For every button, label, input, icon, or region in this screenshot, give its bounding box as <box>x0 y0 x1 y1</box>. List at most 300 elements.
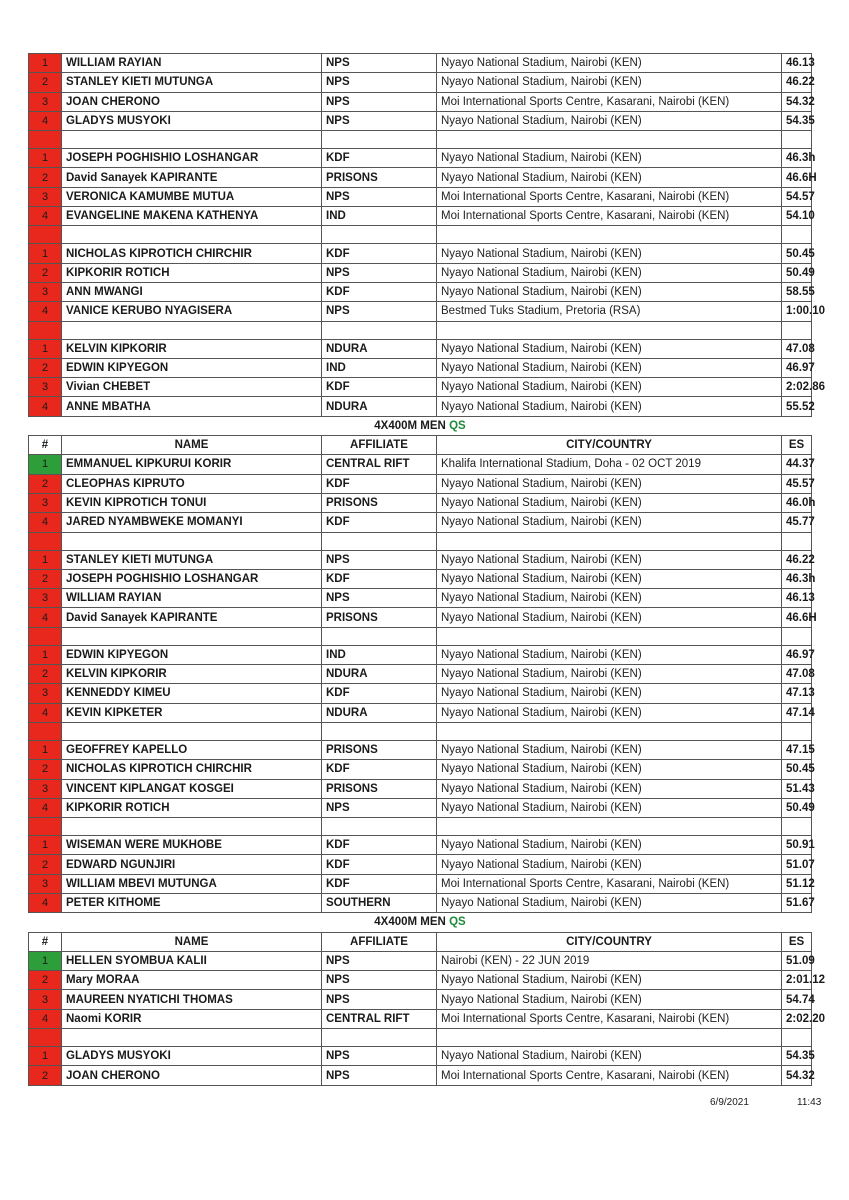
rank-cell: 4 <box>29 703 62 722</box>
affiliate: KDF <box>322 684 437 703</box>
athlete-name: KELVIN KIPKORIR <box>62 665 322 684</box>
rank-cell: 1 <box>29 740 62 759</box>
empty-cell <box>322 226 437 244</box>
city-country: Nyayo National Stadium, Nairobi (KEN) <box>437 73 782 92</box>
table-row <box>29 990 812 1009</box>
spacer-row <box>29 818 812 836</box>
empty-cell <box>29 1029 62 1047</box>
header-rank: # <box>29 932 62 951</box>
entry-standard: 51.67 <box>782 893 812 912</box>
affiliate: CENTRAL RIFT <box>322 455 437 474</box>
entry-standard: 54.32 <box>782 1066 812 1085</box>
table-row <box>29 550 812 569</box>
athlete-name: KEVIN KIPKETER <box>62 703 322 722</box>
affiliate: KDF <box>322 378 437 397</box>
empty-cell <box>62 1029 322 1047</box>
affiliate: PRISONS <box>322 779 437 798</box>
rank-cell: 4 <box>29 798 62 817</box>
city-country: Nyayo National Stadium, Nairobi (KEN) <box>437 589 782 608</box>
table-row <box>29 951 812 970</box>
city-country: Nyayo National Stadium, Nairobi (KEN) <box>437 358 782 377</box>
rank-cell: 1 <box>29 645 62 664</box>
city-country: Nyayo National Stadium, Nairobi (KEN) <box>437 54 782 73</box>
athlete-name: EDWARD NGUNJIRI <box>62 855 322 874</box>
table-row <box>29 513 812 532</box>
affiliate: NPS <box>322 951 437 970</box>
city-country: Bestmed Tuks Stadium, Pretoria (RSA) <box>437 302 782 321</box>
table-row <box>29 302 812 321</box>
empty-cell <box>437 1029 782 1047</box>
athlete-name: PETER KITHOME <box>62 893 322 912</box>
empty-cell <box>782 818 812 836</box>
table-row <box>29 263 812 282</box>
city-country: Nyayo National Stadium, Nairobi (KEN) <box>437 703 782 722</box>
entry-standard: 55.52 <box>782 397 812 416</box>
header-name: NAME <box>62 932 322 951</box>
athlete-name: KEVIN KIPROTICH TONUI <box>62 493 322 512</box>
entry-standard: 54.74 <box>782 990 812 1009</box>
empty-cell <box>29 722 62 740</box>
rank-cell: 3 <box>29 493 62 512</box>
table-row <box>29 1009 812 1028</box>
rank-cell: 1 <box>29 244 62 263</box>
spacer-row <box>29 226 812 244</box>
rank-cell: 1 <box>29 455 62 474</box>
athlete-name: KENNEDDY KIMEU <box>62 684 322 703</box>
affiliate: IND <box>322 358 437 377</box>
empty-cell <box>322 321 437 339</box>
empty-cell <box>782 321 812 339</box>
affiliate: NPS <box>322 54 437 73</box>
table-row <box>29 855 812 874</box>
rank-cell: 3 <box>29 874 62 893</box>
athlete-name: Mary MORAA <box>62 971 322 990</box>
entry-standard: 50.91 <box>782 836 812 855</box>
athlete-name: EDWIN KIPYEGON <box>62 645 322 664</box>
table-row <box>29 54 812 73</box>
affiliate: KDF <box>322 282 437 301</box>
empty-cell <box>62 321 322 339</box>
entry-standard: 54.35 <box>782 1047 812 1066</box>
table-row <box>29 740 812 759</box>
athlete-name: WISEMAN WERE MUKHOBE <box>62 836 322 855</box>
athlete-name: VANICE KERUBO NYAGISERA <box>62 302 322 321</box>
table-row <box>29 760 812 779</box>
header-name: NAME <box>62 436 322 455</box>
athlete-name: JARED NYAMBWEKE MOMANYI <box>62 513 322 532</box>
rank-cell: 3 <box>29 779 62 798</box>
rank-cell: 2 <box>29 855 62 874</box>
athlete-name: STANLEY KIETI MUTUNGA <box>62 550 322 569</box>
city-country: Moi International Sports Centre, Kasarani, Nairobi (KEN) <box>437 1009 782 1028</box>
empty-cell <box>437 627 782 645</box>
table-row <box>29 569 812 588</box>
entry-standard: 46.22 <box>782 550 812 569</box>
affiliate: PRISONS <box>322 168 437 187</box>
city-country: Nyayo National Stadium, Nairobi (KEN) <box>437 760 782 779</box>
rank-cell: 2 <box>29 569 62 588</box>
city-country: Nyayo National Stadium, Nairobi (KEN) <box>437 608 782 627</box>
spacer-row <box>29 627 812 645</box>
entry-standard: 51.43 <box>782 779 812 798</box>
spacer-row <box>29 131 812 149</box>
empty-cell <box>62 722 322 740</box>
rank-cell: 2 <box>29 358 62 377</box>
empty-cell <box>322 532 437 550</box>
rank-cell: 1 <box>29 1047 62 1066</box>
entry-standard: 46.97 <box>782 358 812 377</box>
athlete-name: KIPKORIR ROTICH <box>62 263 322 282</box>
table-row <box>29 1047 812 1066</box>
entry-standard: 54.35 <box>782 111 812 130</box>
city-country: Nyayo National Stadium, Nairobi (KEN) <box>437 569 782 588</box>
empty-cell <box>782 627 812 645</box>
affiliate: NPS <box>322 1066 437 1085</box>
entry-standard: 46.13 <box>782 589 812 608</box>
entry-standard: 1:00.10 <box>782 302 812 321</box>
city-country: Nyayo National Stadium, Nairobi (KEN) <box>437 111 782 130</box>
empty-cell <box>322 627 437 645</box>
athlete-name: ANN MWANGI <box>62 282 322 301</box>
city-country: Nyayo National Stadium, Nairobi (KEN) <box>437 836 782 855</box>
table-row <box>29 474 812 493</box>
rank-cell: 2 <box>29 665 62 684</box>
entry-standard: 58.55 <box>782 282 812 301</box>
rank-cell: 3 <box>29 282 62 301</box>
entry-standard: 51.09 <box>782 951 812 970</box>
city-country: Moi International Sports Centre, Kasarani, Nairobi (KEN) <box>437 207 782 226</box>
rank-cell: 3 <box>29 990 62 1009</box>
rank-cell: 3 <box>29 187 62 206</box>
city-country: Nyayo National Stadium, Nairobi (KEN) <box>437 971 782 990</box>
rank-cell: 1 <box>29 951 62 970</box>
event-name: 4X400M MEN <box>374 419 446 432</box>
empty-cell <box>322 131 437 149</box>
rank-cell: 1 <box>29 339 62 358</box>
spacer-row <box>29 321 812 339</box>
empty-cell <box>29 321 62 339</box>
empty-cell <box>29 818 62 836</box>
qs-label: QS <box>449 916 466 929</box>
rank-cell: 4 <box>29 397 62 416</box>
empty-cell <box>782 532 812 550</box>
table-row <box>29 207 812 226</box>
table-row <box>29 608 812 627</box>
athlete-name: VERONICA KAMUMBE MUTUA <box>62 187 322 206</box>
empty-cell <box>29 226 62 244</box>
affiliate: NPS <box>322 990 437 1009</box>
athlete-name: ANNE MBATHA <box>62 397 322 416</box>
affiliate: NPS <box>322 73 437 92</box>
athlete-name: CLEOPHAS KIPRUTO <box>62 474 322 493</box>
affiliate: PRISONS <box>322 493 437 512</box>
affiliate: NPS <box>322 111 437 130</box>
affiliate: NPS <box>322 302 437 321</box>
entry-standard: 44.37 <box>782 455 812 474</box>
affiliate: NPS <box>322 550 437 569</box>
athlete-name: KELVIN KIPKORIR <box>62 339 322 358</box>
rank-cell: 3 <box>29 684 62 703</box>
athlete-name: GLADYS MUSYOKI <box>62 111 322 130</box>
table-row <box>29 1066 812 1085</box>
table-row <box>29 111 812 130</box>
city-country: Moi International Sports Centre, Kasarani, Nairobi (KEN) <box>437 874 782 893</box>
rank-cell: 2 <box>29 168 62 187</box>
table-row <box>29 703 812 722</box>
empty-cell <box>782 226 812 244</box>
rank-cell: 2 <box>29 263 62 282</box>
entry-standard: 46.3h <box>782 569 812 588</box>
affiliate: KDF <box>322 513 437 532</box>
empty-cell <box>437 818 782 836</box>
entry-standard: 45.77 <box>782 513 812 532</box>
rank-cell: 2 <box>29 474 62 493</box>
header-rank: # <box>29 436 62 455</box>
athlete-name: NICHOLAS KIPROTICH CHIRCHIR <box>62 760 322 779</box>
rank-cell: 4 <box>29 513 62 532</box>
affiliate: NDURA <box>322 339 437 358</box>
header-city: CITY/COUNTRY <box>437 436 782 455</box>
affiliate: NPS <box>322 589 437 608</box>
footer-time: 11:43 <box>797 1097 822 1108</box>
entry-standard: 2:02.20 <box>782 1009 812 1028</box>
entry-standard: 50.45 <box>782 244 812 263</box>
empty-cell <box>62 532 322 550</box>
column-header-row <box>29 436 812 455</box>
table-row <box>29 665 812 684</box>
city-country: Nyayo National Stadium, Nairobi (KEN) <box>437 855 782 874</box>
header-es: ES <box>782 436 812 455</box>
results-table <box>28 53 826 1086</box>
rank-cell: 1 <box>29 550 62 569</box>
affiliate: NPS <box>322 971 437 990</box>
table-row <box>29 92 812 111</box>
city-country: Nyayo National Stadium, Nairobi (KEN) <box>437 550 782 569</box>
rank-cell: 4 <box>29 207 62 226</box>
table-row <box>29 893 812 912</box>
table-row <box>29 779 812 798</box>
city-country: Khalifa International Stadium, Doha - 02 OCT 2019 <box>437 455 782 474</box>
athlete-name: NICHOLAS KIPROTICH CHIRCHIR <box>62 244 322 263</box>
city-country: Nyayo National Stadium, Nairobi (KEN) <box>437 1047 782 1066</box>
rank-cell: 2 <box>29 971 62 990</box>
empty-cell <box>29 532 62 550</box>
affiliate: NPS <box>322 263 437 282</box>
entry-standard: 47.15 <box>782 740 812 759</box>
table-row <box>29 187 812 206</box>
athlete-name: KIPKORIR ROTICH <box>62 798 322 817</box>
athlete-name: EVANGELINE MAKENA KATHENYA <box>62 207 322 226</box>
entry-standard: 50.49 <box>782 263 812 282</box>
affiliate: NPS <box>322 187 437 206</box>
empty-cell <box>62 818 322 836</box>
affiliate: NDURA <box>322 703 437 722</box>
results-table-body <box>29 54 826 1086</box>
city-country: Moi International Sports Centre, Kasarani, Nairobi (KEN) <box>437 92 782 111</box>
rank-cell: 4 <box>29 111 62 130</box>
rank-cell: 2 <box>29 1066 62 1085</box>
rank-cell: 3 <box>29 92 62 111</box>
athlete-name: David Sanayek KAPIRANTE <box>62 168 322 187</box>
entry-standard: 50.45 <box>782 760 812 779</box>
section-title <box>29 913 812 932</box>
table-row <box>29 244 812 263</box>
athlete-name: JOAN CHERONO <box>62 92 322 111</box>
rank-cell: 1 <box>29 149 62 168</box>
rank-cell: 4 <box>29 893 62 912</box>
header-affiliate: AFFILIATE <box>322 932 437 951</box>
rank-cell: 3 <box>29 589 62 608</box>
city-country: Nyayo National Stadium, Nairobi (KEN) <box>437 798 782 817</box>
entry-standard: 54.10 <box>782 207 812 226</box>
city-country: Moi International Sports Centre, Kasarani, Nairobi (KEN) <box>437 187 782 206</box>
entry-standard: 46.6H <box>782 608 812 627</box>
entry-standard: 46.3h <box>782 149 812 168</box>
athlete-name: GEOFFREY KAPELLO <box>62 740 322 759</box>
affiliate: KDF <box>322 569 437 588</box>
empty-cell <box>322 818 437 836</box>
affiliate: CENTRAL RIFT <box>322 1009 437 1028</box>
athlete-name: Naomi KORIR <box>62 1009 322 1028</box>
affiliate: NPS <box>322 798 437 817</box>
empty-cell <box>437 321 782 339</box>
affiliate: IND <box>322 645 437 664</box>
header-affiliate: AFFILIATE <box>322 436 437 455</box>
affiliate: KDF <box>322 855 437 874</box>
table-row <box>29 836 812 855</box>
athlete-name: JOSEPH POGHISHIO LOSHANGAR <box>62 569 322 588</box>
table-row <box>29 149 812 168</box>
athlete-name: WILLIAM RAYIAN <box>62 589 322 608</box>
empty-cell <box>322 1029 437 1047</box>
section-title <box>29 416 812 435</box>
entry-standard: 46.0h <box>782 493 812 512</box>
empty-cell <box>437 131 782 149</box>
city-country: Nyayo National Stadium, Nairobi (KEN) <box>437 493 782 512</box>
rank-cell: 1 <box>29 54 62 73</box>
empty-cell <box>782 131 812 149</box>
affiliate: NDURA <box>322 665 437 684</box>
rank-cell: 4 <box>29 1009 62 1028</box>
table-row <box>29 358 812 377</box>
table-row <box>29 684 812 703</box>
city-country: Nyayo National Stadium, Nairobi (KEN) <box>437 339 782 358</box>
athlete-name: Vivian CHEBET <box>62 378 322 397</box>
affiliate: KDF <box>322 149 437 168</box>
city-country: Nyayo National Stadium, Nairobi (KEN) <box>437 378 782 397</box>
empty-cell <box>782 722 812 740</box>
athlete-name: GLADYS MUSYOKI <box>62 1047 322 1066</box>
event-name: 4X400M MEN <box>374 916 446 929</box>
entry-standard: 46.97 <box>782 645 812 664</box>
qs-label: QS <box>449 419 466 432</box>
table-row <box>29 73 812 92</box>
city-country: Nyayo National Stadium, Nairobi (KEN) <box>437 168 782 187</box>
entry-standard: 46.13 <box>782 54 812 73</box>
city-country: Nyayo National Stadium, Nairobi (KEN) <box>437 263 782 282</box>
athlete-name: STANLEY KIETI MUTUNGA <box>62 73 322 92</box>
city-country: Nyayo National Stadium, Nairobi (KEN) <box>437 149 782 168</box>
entry-standard: 46.6H <box>782 168 812 187</box>
empty-cell <box>62 226 322 244</box>
section-title-row <box>29 416 812 435</box>
city-country: Nyayo National Stadium, Nairobi (KEN) <box>437 990 782 1009</box>
rank-cell: 3 <box>29 378 62 397</box>
section-title-row <box>29 913 812 932</box>
entry-standard: 2:02.86 <box>782 378 812 397</box>
entry-standard: 54.57 <box>782 187 812 206</box>
empty-cell <box>62 627 322 645</box>
affiliate: NPS <box>322 1047 437 1066</box>
athlete-name: VINCENT KIPLANGAT KOSGEI <box>62 779 322 798</box>
entry-standard: 47.08 <box>782 665 812 684</box>
table-row <box>29 589 812 608</box>
empty-cell <box>322 722 437 740</box>
empty-cell <box>62 131 322 149</box>
entry-standard: 47.14 <box>782 703 812 722</box>
entry-standard: 54.32 <box>782 92 812 111</box>
table-row <box>29 455 812 474</box>
athlete-name: EDWIN KIPYEGON <box>62 358 322 377</box>
city-country: Nyayo National Stadium, Nairobi (KEN) <box>437 893 782 912</box>
affiliate: KDF <box>322 760 437 779</box>
table-row <box>29 645 812 664</box>
affiliate: NDURA <box>322 397 437 416</box>
athlete-name: David Sanayek KAPIRANTE <box>62 608 322 627</box>
header-es: ES <box>782 932 812 951</box>
entry-standard: 45.57 <box>782 474 812 493</box>
table-row <box>29 397 812 416</box>
athlete-name: HELLEN SYOMBUA KALII <box>62 951 322 970</box>
affiliate: KDF <box>322 836 437 855</box>
city-country: Nyayo National Stadium, Nairobi (KEN) <box>437 244 782 263</box>
header-city: CITY/COUNTRY <box>437 932 782 951</box>
entry-standard: 51.07 <box>782 855 812 874</box>
athlete-name: MAUREEN NYATICHI THOMAS <box>62 990 322 1009</box>
rank-cell: 2 <box>29 73 62 92</box>
entry-standard: 46.22 <box>782 73 812 92</box>
table-row <box>29 378 812 397</box>
column-header-row <box>29 932 812 951</box>
affiliate: NPS <box>322 92 437 111</box>
results-sheet <box>28 53 826 1086</box>
empty-cell <box>437 722 782 740</box>
city-country: Nyayo National Stadium, Nairobi (KEN) <box>437 513 782 532</box>
entry-standard: 2:01.12 <box>782 971 812 990</box>
city-country: Nyayo National Stadium, Nairobi (KEN) <box>437 684 782 703</box>
affiliate: IND <box>322 207 437 226</box>
rank-cell: 4 <box>29 608 62 627</box>
city-country: Nyayo National Stadium, Nairobi (KEN) <box>437 740 782 759</box>
table-row <box>29 339 812 358</box>
athlete-name: JOSEPH POGHISHIO LOSHANGAR <box>62 149 322 168</box>
city-country: Nyayo National Stadium, Nairobi (KEN) <box>437 779 782 798</box>
athlete-name: JOAN CHERONO <box>62 1066 322 1085</box>
spacer-row <box>29 532 812 550</box>
athlete-name: EMMANUEL KIPKURUI KORIR <box>62 455 322 474</box>
rank-cell: 1 <box>29 836 62 855</box>
city-country: Nyayo National Stadium, Nairobi (KEN) <box>437 282 782 301</box>
athlete-name: WILLIAM MBEVI MUTUNGA <box>62 874 322 893</box>
rank-cell: 4 <box>29 302 62 321</box>
city-country: Nairobi (KEN) - 22 JUN 2019 <box>437 951 782 970</box>
footer-date: 6/9/2021 <box>710 1097 749 1108</box>
empty-cell <box>29 131 62 149</box>
empty-cell <box>29 627 62 645</box>
entry-standard: 50.49 <box>782 798 812 817</box>
empty-cell <box>437 226 782 244</box>
spacer-row <box>29 1029 812 1047</box>
